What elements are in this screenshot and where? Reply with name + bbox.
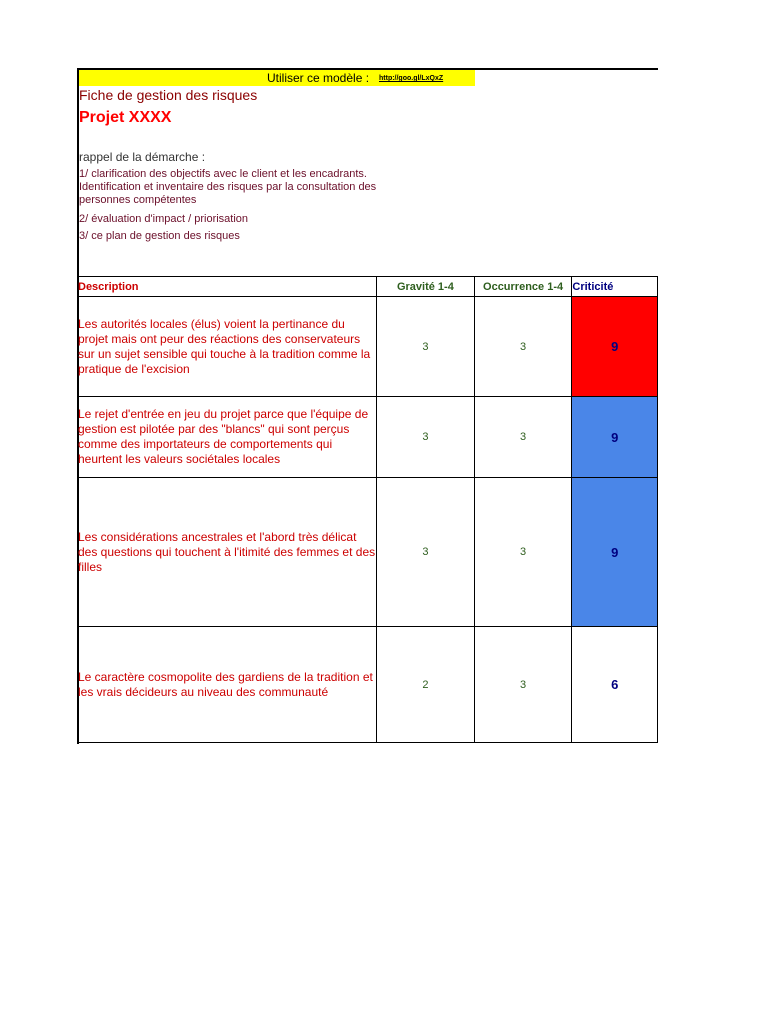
- table-row: [78, 297, 658, 397]
- table-row: [78, 627, 658, 743]
- risk-description: Les autorités locales (élus) voient la pertinance du projet mais ont peur des réactions des conservateurs sur un sujet sensible qui touche à la tradition comme la pratique de l'excision: [78, 297, 377, 397]
- header-gravite: Gravité 1-4: [377, 277, 475, 297]
- risk-criticite: 6: [572, 627, 658, 743]
- banner-label: Utiliser ce modèle :: [267, 71, 370, 85]
- risk-description: Le caractère cosmopolite des gardiens de la tradition et les vrais décideurs au niveau des communauté: [78, 627, 377, 743]
- process-heading: rappel de la démarche :: [79, 150, 206, 164]
- risk-occurrence: 3: [474, 627, 572, 743]
- risk-description: Les considérations ancestrales et l'abord très délicat des questions qui touchent à l'itimité des femmes et des filles: [78, 478, 377, 627]
- table-header-row: [78, 277, 658, 297]
- risk-table: [77, 276, 658, 743]
- process-step-3: 3/ ce plan de gestion des risques: [79, 230, 240, 242]
- risk-description: Le rejet d'entrée en jeu du projet parce que l'équipe de gestion est pilotée par des "blancs" qui sont perçus comme des importateurs de comportements qui heurtent les valeurs sociétales locales: [78, 397, 377, 478]
- risk-gravite: 2: [377, 627, 475, 743]
- risk-criticite: 9: [572, 397, 658, 478]
- process-step-2: 2/ évaluation d'impact / priorisation: [79, 213, 249, 225]
- template-link[interactable]: http://goo.gl/LxQxZ: [379, 75, 444, 82]
- table-row: [78, 397, 658, 478]
- risk-gravite: 3: [377, 397, 475, 478]
- risk-occurrence: 3: [474, 478, 572, 627]
- project-title: Projet XXXX: [79, 109, 172, 126]
- header-criticite: Criticité: [572, 277, 658, 297]
- sheet-title: Fiche de gestion des risques: [79, 87, 258, 103]
- process-step-1: 1/ clarification des objectifs avec le client et les encadrants. Identification et inventaire des risques par la consultation des personnes compétentes: [79, 168, 377, 206]
- risk-occurrence: 3: [474, 297, 572, 397]
- risk-gravite: 3: [377, 478, 475, 627]
- risk-sheet: [77, 68, 658, 744]
- risk-criticite: 9: [572, 297, 658, 397]
- risk-criticite: 9: [572, 478, 658, 627]
- header-occurrence: Occurrence 1-4: [474, 277, 572, 297]
- template-banner: [79, 70, 475, 86]
- table-row: [78, 478, 658, 627]
- header-description: Description: [78, 277, 377, 297]
- risk-gravite: 3: [377, 297, 475, 397]
- risk-occurrence: 3: [474, 397, 572, 478]
